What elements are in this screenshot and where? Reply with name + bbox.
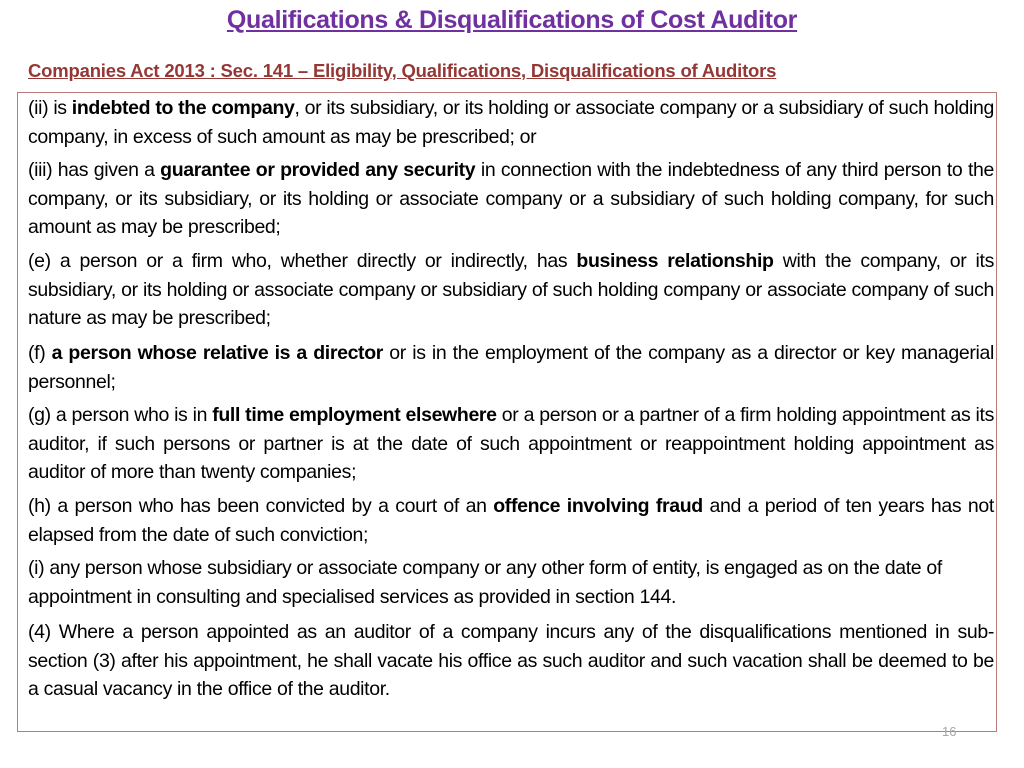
clause-f	[28, 339, 994, 396]
clause-text: (h) a person who has been convicted by a court of an	[28, 495, 494, 517]
clause-text: and a period of ten years has not elapsed from the date of such conviction;	[28, 495, 994, 546]
clause-text: (4) Where a person appointed as an auditor of a company incurs any of the disqualifications mentioned in sub-section (3) after his appointment, he shall vacate his office as such auditor and such vacation shall be deemed to be a casual vacancy in the office of the auditor.	[28, 621, 994, 700]
emphasis-text: guarantee or provided any security	[160, 159, 476, 181]
emphasis-text: business relationship	[576, 250, 774, 272]
slide-title: Qualifications & Disqualifications of Cost Auditor	[226, 6, 798, 34]
clause-text: or a person or a partner of a firm holding appointment as its auditor, if such persons or partner is at the date of such appointment or reappointment holding appointment as auditor of more than twenty companies;	[28, 404, 994, 483]
page-number: 16	[942, 724, 957, 739]
emphasis-text: full time employment elsewhere	[212, 404, 497, 426]
clause-h	[28, 492, 994, 549]
slide-subtitle: Companies Act 2013 : Sec. 141 – Eligibility, Qualifications, Disqualifications of Auditors	[28, 60, 777, 81]
clause-text: (e) a person or a firm who, whether directly or indirectly, has	[28, 250, 577, 272]
emphasis-text: indebted to the company	[71, 97, 295, 119]
emphasis-text: offence involving fraud	[493, 495, 703, 517]
clause-i	[28, 554, 968, 611]
clause-text: (i) any person whose subsidiary or associate company or any other form of entity, is engaged as on the date of appointment in consulting and specialised services as provided in section 144.	[28, 557, 942, 608]
clause-text: in connection with the indebtedness of any third person to the company, or its subsidiary, or its holding or associate company or a subsidiary of such holding company, for such amount as may be prescribed;	[28, 159, 995, 238]
clause-text: or is in the employment of the company as a director or key managerial personnel;	[28, 342, 994, 393]
clause-g	[28, 401, 994, 487]
clause-text: , or its subsidiary, or its holding or associate company or a subsidiary of such holding company, in excess of such amount as may be prescribed; or	[28, 97, 994, 148]
clause-ii	[28, 94, 994, 151]
clause-text: with the company, or its subsidiary, or its holding or associate company or subsidiary of such holding company or associate company of such nature as may be prescribed;	[28, 250, 995, 329]
subsection-4	[28, 618, 994, 704]
emphasis-text: a person whose relative is a director	[51, 342, 384, 364]
clause-text: (f)	[28, 342, 52, 364]
clause-e	[28, 247, 994, 333]
clause-iii	[28, 156, 994, 242]
clause-text: (ii) is	[28, 97, 72, 119]
clause-text: (g) a person who is in	[28, 404, 213, 426]
clause-text: (iii) has given a	[28, 159, 161, 181]
